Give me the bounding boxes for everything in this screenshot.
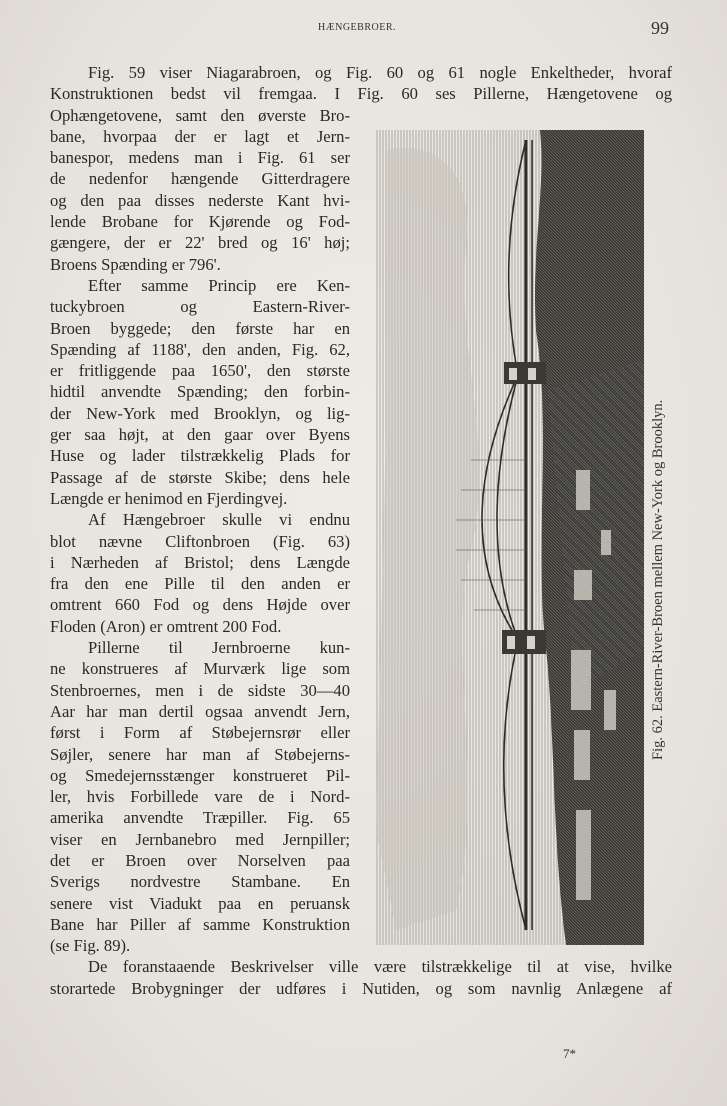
text-line: Af Hængebroer skulle vi endnu bbox=[88, 510, 350, 530]
text-line: Efter samme Princip ere Ken- bbox=[88, 275, 350, 295]
text-line: Broens Spænding er 796'. bbox=[50, 254, 221, 274]
text-line: lende Brobane for Kjørende og Fod- bbox=[50, 212, 350, 232]
bridge-tower-upper bbox=[504, 362, 546, 384]
text-line: og Smedejernsstænger konstrueret Pil- bbox=[50, 765, 350, 785]
text-line: Sverigs nordvestre Stambane. En bbox=[50, 872, 350, 892]
text-line: De foranstaaende Beskrivelser ville være tilstrækkelige til at vise, hvilke bbox=[88, 957, 672, 977]
text-line: blot nævne Cliftonbroen (Fig. 63) bbox=[50, 531, 350, 551]
figure-caption: Fig. 62. Eastern-River-Broen mellem New-York og Brooklyn. bbox=[650, 399, 666, 760]
text-line: der New-York med Brooklyn, og lig- bbox=[50, 403, 350, 423]
running-head: HÆNGEBROER. bbox=[318, 22, 397, 33]
text-line: Stenbroernes, men i de sidste 30—40 bbox=[50, 680, 350, 700]
text-line: og den paa disses nederste Kant hvi- bbox=[50, 190, 350, 210]
text-line: gængere, der er 22' bred og 16' høj; bbox=[50, 233, 350, 253]
text-line: fra den ene Pille til den anden er bbox=[50, 574, 350, 594]
text-line: Passage af de største Skibe; dens hele bbox=[50, 467, 350, 487]
figure-62-engraving bbox=[376, 130, 644, 945]
text-line: i Nærheden af Bristol; dens Længde bbox=[50, 552, 350, 572]
text-line: Pillerne til Jernbroerne kun- bbox=[88, 638, 350, 658]
text-line: banespor, medens man i Fig. 61 ser bbox=[50, 148, 350, 168]
text-line: Broen byggede; den første har en bbox=[50, 318, 350, 338]
cloud-shape bbox=[376, 148, 479, 930]
text-line: bane, hvorpaa der er lagt et Jern- bbox=[50, 126, 350, 146]
text-line: amerika anvendte Træpiller. Fig. 65 bbox=[50, 808, 350, 828]
text-line: ler, hvis Forbillede vare de i Nord- bbox=[50, 787, 350, 807]
text-line: Spænding af 1188', den anden, Fig. 62, bbox=[50, 339, 350, 359]
text-line: storartede Brobygninger der udføres i Nutiden, og som navnlig Anlægene af bbox=[50, 978, 672, 998]
text-line: Floden (Aron) er omtrent 200 Fod. bbox=[50, 616, 282, 636]
text-line: Huse og lader tilstrækkelig Plads for bbox=[50, 446, 350, 466]
text-line: omtrent 660 Fod og dens Højde over bbox=[50, 595, 350, 615]
text-line: Aar har man dertil ogsaa anvendt Jern, bbox=[50, 701, 350, 721]
text-line: Længde er henimod en Fjerdingvej. bbox=[50, 488, 288, 508]
text-line: ger saa højt, at den gaar over Byens bbox=[50, 425, 350, 445]
text-line: ne konstrueres af Murværk lige som bbox=[50, 659, 350, 679]
text-line: Søjler, senere har man af Støbejerns- bbox=[50, 744, 350, 764]
text-line: Ophængetovene, samt den øverste Bro- bbox=[50, 105, 350, 125]
text-line: (se Fig. 89). bbox=[50, 936, 131, 956]
text-line: de nedenfor hængende Gitterdragere bbox=[50, 169, 350, 189]
signature-mark: 7* bbox=[563, 1046, 576, 1061]
text-line: det er Broen over Norselven paa bbox=[50, 850, 350, 870]
text-line: viser en Jernbanebro med Jernpiller; bbox=[50, 829, 350, 849]
bridge-tower-lower bbox=[502, 630, 546, 654]
text-line: Fig. 59 viser Niagarabroen, og Fig. 60 og 61 nogle Enkeltheder, hvoraf bbox=[88, 63, 672, 82]
text-line: senere vist Viadukt paa en peruansk bbox=[50, 893, 350, 913]
text-line: tuckybroen og Eastern-River- bbox=[50, 297, 350, 317]
text-line: Konstruktionen bedst vil fremgaa. I Fig. 60 ses Pillerne, Hængetovene og bbox=[50, 84, 672, 104]
text-line: Bane har Piller af samme Konstruktion bbox=[50, 914, 350, 934]
text-line: hidtil anvendte Spænding; den forbin- bbox=[50, 382, 350, 402]
text-line: først i Form af Støbejernsrør eller bbox=[50, 723, 350, 743]
page-number: 99 bbox=[651, 18, 669, 38]
text-line: er fritliggende paa 1650', den største bbox=[50, 361, 350, 381]
